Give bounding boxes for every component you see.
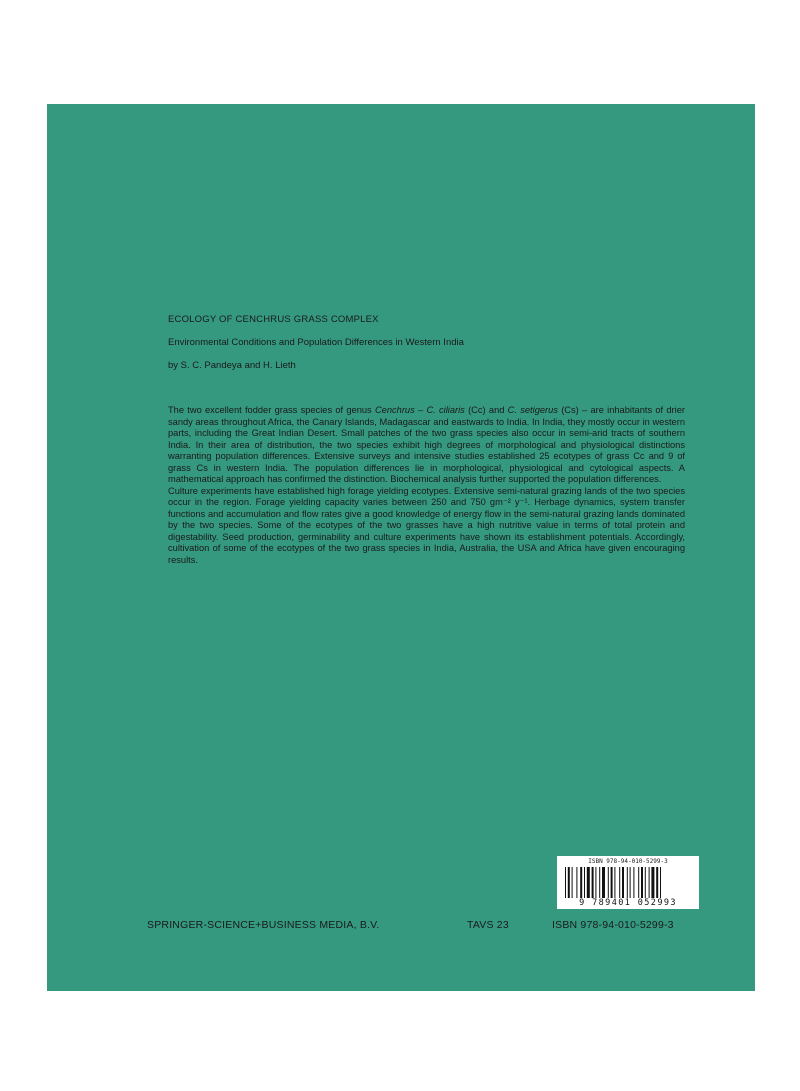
barcode-bar [660, 867, 661, 898]
barcode-bar [568, 867, 570, 898]
barcode-bar [622, 867, 624, 898]
barcode-bar [614, 867, 615, 898]
barcode-bar [587, 867, 590, 898]
series-label: TAVS 23 [467, 919, 509, 931]
barcode-bar [641, 867, 643, 898]
barcode-bar [649, 867, 650, 898]
barcode-bar [627, 867, 628, 898]
barcode-bars [565, 867, 691, 898]
barcode-bar [645, 867, 646, 898]
isbn-label: ISBN 978-94-010-5299-3 [552, 919, 674, 931]
barcode-bar [592, 867, 594, 898]
species-name-2: C. setigerus [507, 405, 558, 415]
barcode-bar [580, 867, 582, 898]
book-authors: by S. C. Pandeya and H. Lieth [168, 360, 296, 371]
isbn-barcode [557, 856, 699, 909]
barcode-bar [638, 867, 639, 898]
barcode-bar [630, 867, 631, 898]
abstract-paragraph-1: The two excellent fodder grass species of genus Cenchrus – C. ciliaris (Cc) and C. setigerus (Cs) – are inhabitants of drier sandy areas throughout Africa, the Canary Islands, Madagascar and eastwards to India. In India, they mostly occur in western parts, including the Great Indian Desert. Small patches of the two grass species also occur in semi-arid tracts of southern India. In their area of distribution, the two species exhibit high degrees of morphological and physiological distinctions warranting population differences. Extensive surveys and intensive studies established 25 ecotypes of grass Cc and 9 of grass Cs in western India. The population differences lie in morphological, physiological and cytological aspects. A mathematical approach has confirmed the distinction. Biochemical analysis further supported the population differences. [168, 405, 685, 484]
barcode-isbn-text: ISBN 978-94-010-5299-3 [588, 858, 668, 865]
barcode-bar [576, 867, 577, 898]
abstract-paragraph-2: Culture experiments have established high forage yielding ecotypes. Extensive semi-natural grazing lands of the two species occur in the region. Forage yielding capacity varies between 250 and 750 gm⁻² y⁻¹. Herbage dynamics, system transfer functions and accumulation and flow rates give a good knowledge of energy flow in the semi-natural grazing lands dominated by the two species. Some of the ecotypes of the two grasses have a high nutritive value in terms of total protein and digestability. Seed production, germinability and culture experiments have shown its establishment potentials. Accordingly, cultivation of some of the ecotypes of the two grass species in India, Australia, the USA and Africa have given encouraging results. [168, 485, 685, 565]
barcode-bar [619, 867, 620, 898]
species-name-1: C. ciliaris [426, 405, 465, 415]
barcode-bar [633, 867, 634, 898]
barcode-bar [608, 867, 609, 898]
barcode-bar [584, 867, 585, 898]
book-abstract [168, 405, 685, 566]
barcode-bar [656, 867, 658, 898]
barcode-bar [651, 867, 654, 898]
barcode-digits: 9 789401 052993 [579, 898, 677, 908]
barcode-bar [611, 867, 613, 898]
barcode-bar [565, 867, 566, 898]
book-subtitle: Environmental Conditions and Population Differences in Western India [168, 337, 464, 348]
publisher-name: SPRINGER-SCIENCE+BUSINESS MEDIA, B.V. [147, 919, 380, 931]
barcode-bar [599, 867, 600, 898]
genus-name: Cenchrus [374, 405, 415, 415]
book-title: ECOLOGY OF CENCHRUS GRASS COMPLEX [168, 314, 379, 325]
barcode-bar [595, 867, 596, 898]
barcode-bar [602, 867, 605, 898]
barcode-bar [572, 867, 573, 898]
book-back-cover [47, 104, 755, 991]
